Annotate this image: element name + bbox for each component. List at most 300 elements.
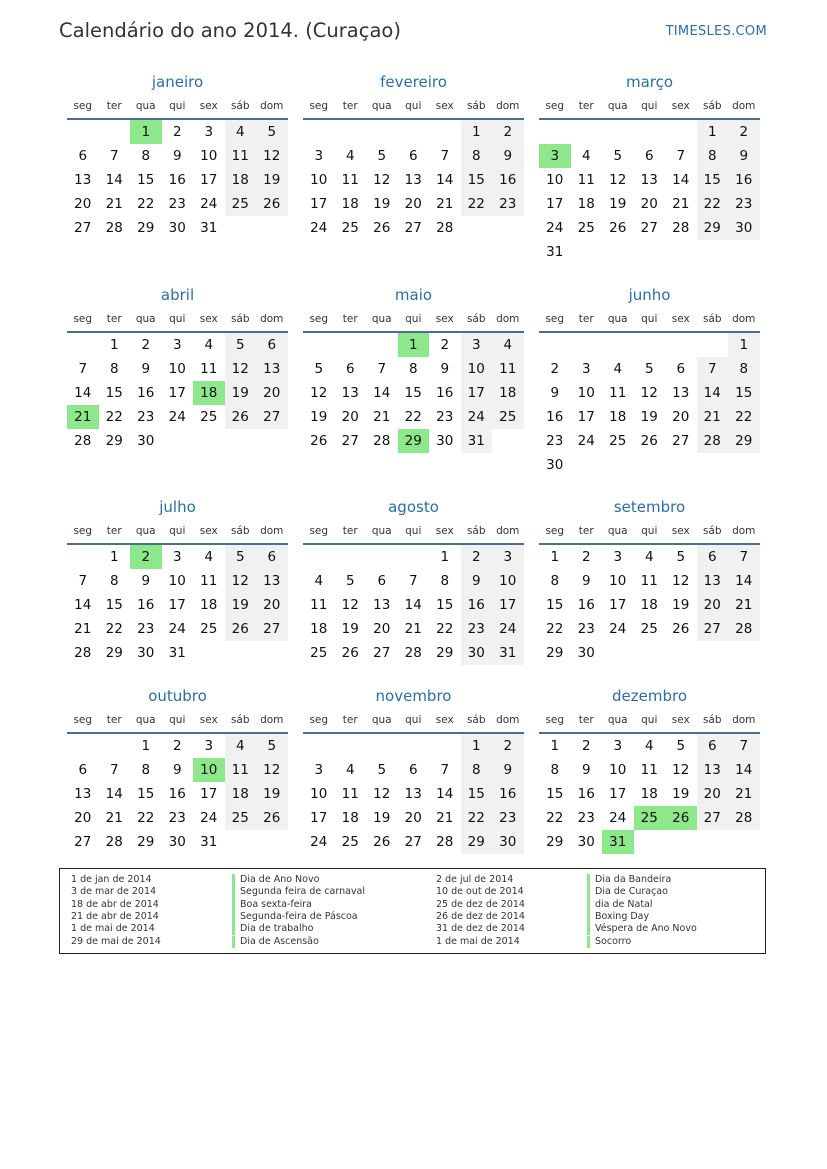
month-novembro [303, 683, 524, 854]
day-cell: 25 [225, 192, 257, 216]
weekday-label: ter [578, 525, 594, 537]
day-cell: 5 [314, 361, 324, 377]
day-cell: 17 [310, 810, 328, 826]
day-cell: 3 [314, 762, 324, 778]
day-cell: 2 [440, 337, 450, 353]
day-cell: 16 [461, 593, 493, 617]
day-cell: 2 [581, 549, 591, 565]
day-cell: 2 [550, 361, 560, 377]
holiday-name: Dia de Ascensão [232, 936, 319, 948]
month-julho [67, 494, 288, 665]
day-cell: 8 [141, 148, 151, 164]
day-cell: 17 [609, 597, 627, 613]
day-cell: 13 [697, 758, 729, 782]
holiday-date: 26 de dez de 2014 [436, 910, 525, 922]
day-cell: 18 [640, 597, 658, 613]
day-cell: 10 [577, 385, 595, 401]
day-cell: 15 [105, 597, 123, 613]
day-cell: 9 [141, 361, 151, 377]
weekday-label: sex [435, 100, 454, 112]
day-cell: 26 [256, 192, 288, 216]
weekday-label: seg [73, 714, 93, 726]
day-cell: 28 [436, 220, 454, 236]
weekday-label: qua [135, 100, 156, 112]
holiday-day: 1 [398, 333, 430, 357]
holiday-date: 25 de dez de 2014 [436, 898, 525, 910]
weekday-label: qui [641, 100, 658, 112]
day-cell: 21 [74, 621, 92, 637]
empty-cell [303, 120, 335, 144]
page-title: Calendário do ano 2014. (Curaçao) [59, 19, 401, 42]
day-cell: 30 [577, 645, 595, 661]
weekday-label: sex [435, 525, 454, 537]
day-cell: 11 [225, 144, 257, 168]
day-cell: 30 [137, 433, 155, 449]
weekday-label: dom [496, 313, 520, 325]
day-cell: 22 [697, 192, 729, 216]
day-cell: 26 [225, 405, 257, 429]
holiday-date: 1 de mai de 2014 [71, 923, 155, 935]
day-cell: 25 [225, 806, 257, 830]
day-cell: 4 [204, 337, 214, 353]
holiday-date: 2 de jul de 2014 [436, 874, 514, 885]
day-cell: 24 [546, 220, 564, 236]
holiday-day: 21 [67, 405, 99, 429]
day-cell: 7 [109, 762, 119, 778]
holiday-date: 31 de dez de 2014 [436, 923, 525, 935]
day-cell: 4 [225, 120, 257, 144]
day-cell: 6 [408, 148, 418, 164]
day-cell: 20 [74, 810, 92, 826]
weekday-label: qua [135, 525, 156, 537]
day-cell: 1 [461, 120, 493, 144]
month-maio [303, 282, 524, 453]
day-cell: 6 [697, 545, 729, 569]
day-cell: 12 [341, 597, 359, 613]
weekday-label: dom [732, 714, 756, 726]
day-cell: 27 [640, 220, 658, 236]
day-cell: 24 [168, 409, 186, 425]
weekday-header [67, 710, 288, 734]
day-cell: 4 [225, 734, 257, 758]
day-cell: 1 [550, 738, 560, 754]
holiday-name: Segunda-feira de Páscoa [232, 911, 358, 923]
day-cell: 23 [546, 433, 564, 449]
weekday-header [303, 710, 524, 734]
day-cell: 25 [577, 220, 595, 236]
empty-cell [398, 734, 430, 758]
holiday-day: 26 [665, 806, 697, 830]
day-cell: 17 [200, 786, 218, 802]
weekday-label: seg [309, 714, 329, 726]
day-cell: 2 [492, 734, 524, 758]
day-cell: 3 [461, 333, 493, 357]
day-cell: 11 [200, 361, 218, 377]
weekday-header [67, 309, 288, 333]
day-cell: 12 [373, 172, 391, 188]
day-cell: 17 [577, 409, 595, 425]
holiday-legend [59, 868, 766, 954]
day-cell: 15 [105, 385, 123, 401]
day-cell: 27 [697, 617, 729, 641]
day-cell: 14 [105, 172, 123, 188]
day-cell: 6 [256, 545, 288, 569]
day-cell: 30 [546, 457, 564, 473]
day-cell: 27 [341, 433, 359, 449]
day-cell: 23 [461, 617, 493, 641]
day-grid [539, 120, 760, 264]
holiday-name: Boxing Day [587, 911, 649, 923]
weekday-label: sáb [230, 313, 250, 325]
day-cell: 24 [168, 621, 186, 637]
day-cell: 28 [404, 645, 422, 661]
day-cell: 12 [225, 569, 257, 593]
day-cell: 25 [341, 220, 359, 236]
month-name: dezembro [612, 687, 687, 705]
holiday-day: 10 [193, 758, 225, 782]
day-cell: 7 [728, 545, 760, 569]
day-cell: 5 [225, 545, 257, 569]
day-cell: 17 [168, 385, 186, 401]
day-cell: 27 [74, 220, 92, 236]
day-cell: 29 [546, 645, 564, 661]
weekday-label: qua [607, 525, 628, 537]
day-cell: 11 [577, 172, 595, 188]
day-cell: 18 [492, 381, 524, 405]
day-cell: 11 [310, 597, 328, 613]
day-cell: 9 [440, 361, 450, 377]
day-cell: 28 [728, 617, 760, 641]
day-cell: 3 [613, 738, 623, 754]
day-cell: 10 [609, 573, 627, 589]
day-cell: 20 [697, 593, 729, 617]
day-cell: 21 [728, 593, 760, 617]
day-cell: 31 [492, 641, 524, 665]
month-name: março [625, 73, 674, 91]
day-cell: 21 [672, 196, 690, 212]
weekday-label: ter [106, 714, 122, 726]
day-cell: 3 [314, 148, 324, 164]
weekday-header [539, 309, 760, 333]
day-cell: 22 [105, 621, 123, 637]
weekday-label: qua [371, 313, 392, 325]
day-cell: 23 [577, 810, 595, 826]
day-cell: 13 [341, 385, 359, 401]
day-cell: 21 [436, 810, 454, 826]
day-cell: 3 [613, 549, 623, 565]
day-cell: 9 [728, 144, 760, 168]
day-cell: 18 [341, 196, 359, 212]
month-outubro [67, 683, 288, 854]
day-cell: 25 [200, 409, 218, 425]
empty-cell [602, 120, 634, 144]
day-cell: 19 [672, 786, 690, 802]
day-cell: 30 [168, 220, 186, 236]
day-grid [303, 120, 524, 240]
day-cell: 6 [697, 734, 729, 758]
day-cell: 26 [310, 433, 328, 449]
month-fevereiro [303, 69, 524, 240]
day-cell: 13 [404, 786, 422, 802]
day-grid [67, 333, 288, 453]
day-cell: 15 [137, 172, 155, 188]
weekday-label: qua [135, 313, 156, 325]
day-cell: 21 [436, 196, 454, 212]
weekday-label: ter [106, 525, 122, 537]
month-março [539, 69, 760, 264]
day-cell: 10 [546, 172, 564, 188]
day-cell: 26 [373, 834, 391, 850]
day-cell: 16 [436, 385, 454, 401]
day-cell: 6 [78, 148, 88, 164]
day-cell: 19 [225, 593, 257, 617]
day-cell: 19 [310, 409, 328, 425]
day-cell: 27 [404, 834, 422, 850]
day-cell: 7 [697, 357, 729, 381]
weekday-label: ter [578, 313, 594, 325]
weekday-label: seg [545, 313, 565, 325]
day-cell: 2 [141, 337, 151, 353]
day-cell: 8 [461, 144, 493, 168]
day-cell: 26 [341, 645, 359, 661]
day-cell: 13 [672, 385, 690, 401]
month-name: junho [628, 286, 671, 304]
day-cell: 29 [728, 429, 760, 453]
empty-cell [697, 333, 729, 357]
weekday-label: seg [309, 313, 329, 325]
day-cell: 21 [105, 810, 123, 826]
weekday-label: dom [260, 525, 284, 537]
day-cell: 22 [461, 192, 493, 216]
weekday-label: ter [342, 313, 358, 325]
day-cell: 4 [581, 148, 591, 164]
day-cell: 26 [256, 806, 288, 830]
day-cell: 29 [546, 834, 564, 850]
holiday-date: 1 de mai de 2014 [436, 935, 520, 947]
day-cell: 24 [609, 621, 627, 637]
day-cell: 18 [640, 786, 658, 802]
day-cell: 2 [172, 738, 182, 754]
weekday-label: qui [169, 714, 186, 726]
day-cell: 12 [640, 385, 658, 401]
day-cell: 6 [676, 361, 686, 377]
day-cell: 12 [672, 573, 690, 589]
day-cell: 17 [461, 381, 493, 405]
day-cell: 12 [672, 762, 690, 778]
day-cell: 3 [581, 361, 591, 377]
day-cell: 16 [168, 172, 186, 188]
empty-cell [539, 333, 571, 357]
holiday-date: 10 de out de 2014 [436, 886, 524, 898]
weekday-label: seg [73, 313, 93, 325]
day-cell: 22 [461, 806, 493, 830]
day-cell: 9 [492, 144, 524, 168]
month-abril [67, 282, 288, 453]
day-cell: 30 [577, 834, 595, 850]
day-cell: 25 [200, 621, 218, 637]
weekday-label: dom [732, 100, 756, 112]
holiday-name: Véspera de Ano Novo [587, 923, 697, 935]
weekday-label: ter [578, 100, 594, 112]
day-cell: 23 [137, 409, 155, 425]
day-cell: 31 [546, 244, 564, 260]
day-cell: 10 [310, 172, 328, 188]
day-cell: 13 [74, 786, 92, 802]
day-cell: 23 [492, 192, 524, 216]
day-cell: 28 [436, 834, 454, 850]
empty-cell [335, 120, 367, 144]
day-cell: 7 [676, 148, 686, 164]
day-cell: 14 [74, 385, 92, 401]
day-cell: 26 [373, 220, 391, 236]
empty-cell [571, 120, 603, 144]
holiday-date: 1 de jan de 2014 [71, 874, 152, 885]
day-cell: 16 [137, 597, 155, 613]
day-grid [67, 545, 288, 665]
day-cell: 3 [172, 337, 182, 353]
day-cell: 20 [672, 409, 690, 425]
day-cell: 25 [310, 645, 328, 661]
day-cell: 16 [168, 786, 186, 802]
weekday-label: ter [342, 525, 358, 537]
day-cell: 3 [204, 738, 214, 754]
day-cell: 15 [404, 385, 422, 401]
empty-cell [398, 120, 430, 144]
day-cell: 23 [137, 621, 155, 637]
day-cell: 6 [408, 762, 418, 778]
day-cell: 16 [577, 786, 595, 802]
day-cell: 29 [105, 645, 123, 661]
day-cell: 23 [728, 192, 760, 216]
day-cell: 8 [697, 144, 729, 168]
weekday-label: dom [496, 100, 520, 112]
day-cell: 9 [141, 573, 151, 589]
day-cell: 25 [609, 433, 627, 449]
day-cell: 29 [137, 220, 155, 236]
day-cell: 9 [581, 573, 591, 589]
day-cell: 20 [640, 196, 658, 212]
empty-cell [429, 734, 461, 758]
day-cell: 26 [672, 621, 690, 637]
day-cell: 19 [609, 196, 627, 212]
month-name: abril [160, 286, 195, 304]
holiday-date: 29 de mai de 2014 [71, 935, 161, 947]
day-cell: 31 [461, 429, 493, 453]
day-cell: 24 [461, 405, 493, 429]
empty-cell [602, 333, 634, 357]
day-cell: 23 [168, 810, 186, 826]
weekday-label: seg [545, 714, 565, 726]
weekday-label: sáb [466, 714, 486, 726]
day-cell: 24 [492, 617, 524, 641]
weekday-label: seg [73, 100, 93, 112]
day-cell: 8 [461, 758, 493, 782]
empty-cell [335, 545, 367, 569]
holiday-name: Dia de Ano Novo [232, 874, 319, 886]
day-cell: 24 [310, 834, 328, 850]
day-grid [539, 734, 760, 854]
weekday-header [539, 96, 760, 120]
day-cell: 5 [676, 738, 686, 754]
weekday-label: ter [342, 714, 358, 726]
holiday-name: Dia de trabalho [232, 923, 313, 935]
weekday-label: sáb [230, 714, 250, 726]
brand-link[interactable]: TIMESLES.COM [665, 24, 767, 39]
day-cell: 4 [204, 549, 214, 565]
day-cell: 28 [672, 220, 690, 236]
day-cell: 12 [256, 758, 288, 782]
day-cell: 30 [492, 830, 524, 854]
day-cell: 2 [172, 124, 182, 140]
day-cell: 11 [640, 762, 658, 778]
weekday-label: sex [199, 313, 218, 325]
weekday-label: dom [260, 313, 284, 325]
day-cell: 21 [404, 621, 422, 637]
weekday-label: sex [671, 714, 690, 726]
day-cell: 1 [728, 333, 760, 357]
day-cell: 22 [436, 621, 454, 637]
day-cell: 11 [200, 573, 218, 589]
day-cell: 4 [345, 148, 355, 164]
weekday-header [303, 96, 524, 120]
empty-cell [634, 120, 666, 144]
day-cell: 2 [581, 738, 591, 754]
day-cell: 26 [640, 433, 658, 449]
weekday-label: sáb [702, 100, 722, 112]
weekday-header [303, 521, 524, 545]
day-cell: 10 [310, 786, 328, 802]
day-cell: 5 [613, 148, 623, 164]
weekday-label: dom [496, 714, 520, 726]
day-cell: 6 [644, 148, 654, 164]
day-cell: 16 [577, 597, 595, 613]
day-cell: 14 [74, 597, 92, 613]
day-cell: 10 [492, 569, 524, 593]
day-cell: 8 [728, 357, 760, 381]
day-cell: 5 [256, 734, 288, 758]
day-cell: 21 [373, 409, 391, 425]
empty-cell [335, 734, 367, 758]
day-cell: 7 [440, 148, 450, 164]
day-cell: 10 [168, 573, 186, 589]
holiday-day: 31 [602, 830, 634, 854]
weekday-label: ter [578, 714, 594, 726]
day-cell: 4 [492, 333, 524, 357]
weekday-label: sáb [466, 525, 486, 537]
day-cell: 6 [256, 333, 288, 357]
day-cell: 11 [609, 385, 627, 401]
empty-cell [429, 120, 461, 144]
day-cell: 27 [256, 617, 288, 641]
day-cell: 12 [256, 144, 288, 168]
day-cell: 5 [377, 762, 387, 778]
weekday-header [303, 309, 524, 333]
day-cell: 15 [546, 786, 564, 802]
day-cell: 4 [345, 762, 355, 778]
day-cell: 29 [697, 216, 729, 240]
day-cell: 8 [109, 361, 119, 377]
empty-cell [67, 120, 99, 144]
day-cell: 16 [546, 409, 564, 425]
day-cell: 9 [550, 385, 560, 401]
day-cell: 22 [137, 810, 155, 826]
day-cell: 3 [172, 549, 182, 565]
holiday-name: Dia da Bandeira [587, 874, 671, 886]
day-cell: 8 [408, 361, 418, 377]
empty-cell [335, 333, 367, 357]
day-grid [67, 120, 288, 240]
day-cell: 31 [200, 220, 218, 236]
